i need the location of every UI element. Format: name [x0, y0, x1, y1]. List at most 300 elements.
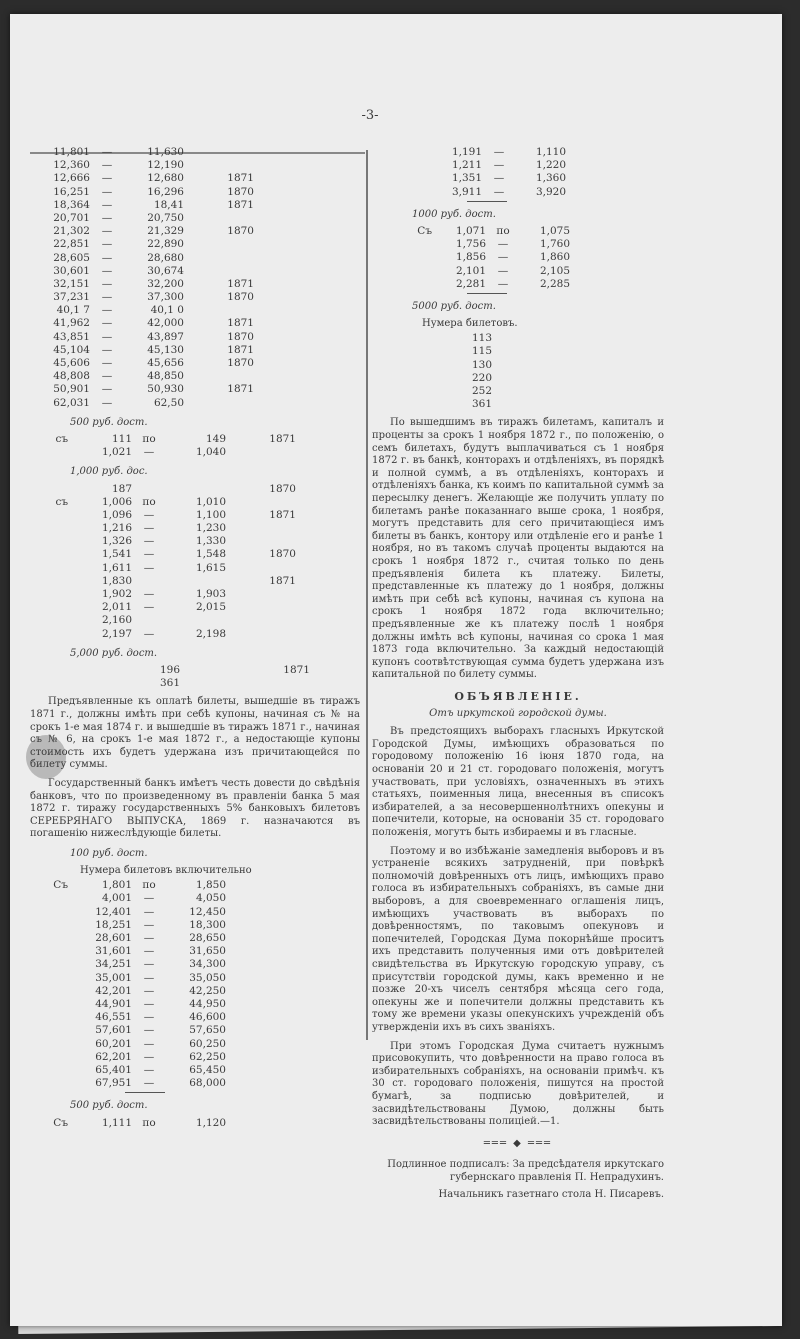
- cell-sep: —: [143, 892, 155, 905]
- column-divider: [366, 150, 368, 1040]
- cell-b: [166, 483, 226, 496]
- announcement-subtitle: Отъ иркутской городской думы.: [429, 708, 607, 720]
- signature-line-2: Начальникъ газетнаго стола Н. Писаревъ.: [438, 1189, 664, 1201]
- cell-a: 21,302: [53, 225, 90, 238]
- cell-sep: —: [101, 304, 113, 317]
- cell-yr: [184, 252, 254, 265]
- cell-sep: [132, 614, 166, 627]
- cell-sep: —: [101, 146, 113, 158]
- cell-sep: —: [143, 561, 155, 574]
- cell-sep: —: [101, 383, 113, 396]
- cell-b: 68,000: [189, 1077, 226, 1090]
- cell-a: 1,006: [101, 495, 132, 508]
- signature-line-1: Подлинное подписалъ: За предсѣдателя иркутскаго губернскаго правленія П. Непрадухинъ.: [387, 1158, 664, 1184]
- cell-pre: [30, 1011, 72, 1024]
- cell-sep: —: [143, 958, 155, 971]
- cell-b: 46,600: [189, 1011, 226, 1024]
- cell-a: 1,856: [455, 251, 486, 264]
- number-range-row: [30, 548, 360, 561]
- cell-a: 2,011: [101, 601, 132, 614]
- cell-pre: Съ: [417, 224, 432, 237]
- cell-a: 1,326: [101, 535, 132, 548]
- number-range-row: [30, 562, 360, 575]
- cell-sep: —: [143, 1050, 155, 1063]
- cell-a: 361: [159, 677, 180, 690]
- cell-b: 149: [205, 432, 226, 445]
- cell-a: 361: [471, 398, 492, 411]
- cell-yr: [226, 522, 296, 535]
- cell-sep: —: [143, 446, 155, 459]
- number-range-row: [30, 535, 360, 548]
- left-number-list-1: [30, 146, 360, 410]
- right-number-list-1: [372, 146, 664, 199]
- cell-yr: 1871: [269, 432, 296, 445]
- cell-sep: —: [101, 251, 113, 264]
- cell-sep: —: [143, 945, 155, 958]
- cell-a: 11,801: [53, 146, 90, 158]
- cell-b: [166, 614, 226, 627]
- number-range-row: [30, 1011, 360, 1024]
- number-range-row: [30, 291, 360, 304]
- cell-b: 12,450: [189, 905, 226, 918]
- cell-sep: по: [142, 1116, 156, 1129]
- number-range-row: [30, 446, 360, 459]
- number-range-row: [372, 186, 664, 199]
- cell-pre: Съ: [53, 1116, 68, 1129]
- cell-pre: [30, 535, 72, 548]
- number-range-row: [372, 225, 664, 238]
- cell-yr: [184, 212, 254, 225]
- cell-pre: [30, 958, 72, 971]
- cell-b: 35,050: [189, 971, 226, 984]
- cell-pre: [30, 1038, 72, 1051]
- number-row: [372, 359, 664, 372]
- cell-sep: —: [143, 601, 155, 614]
- page-number: -3-: [361, 108, 379, 123]
- cell-pre: [30, 932, 72, 945]
- cell-b: 40,1 0: [150, 304, 184, 317]
- cell-b: 1,010: [195, 495, 226, 508]
- cell-a: 45,606: [53, 357, 90, 369]
- cell-pre: [30, 601, 72, 614]
- number-range-row: [372, 265, 664, 278]
- cell-yr: [226, 614, 296, 627]
- cell-a: 48,808: [53, 370, 90, 383]
- cell-b: 44,950: [189, 997, 226, 1010]
- cell-a: 16,251: [53, 185, 90, 198]
- number-range-row: [30, 397, 360, 410]
- cell-a: 40,1 7: [56, 304, 90, 317]
- number-range-row: [30, 588, 360, 601]
- number-range-row: [30, 972, 360, 985]
- number-row: [372, 332, 664, 345]
- cell-b: 2,285: [539, 277, 570, 290]
- cell-a: 22,851: [53, 238, 90, 251]
- cell-yr: [226, 588, 296, 601]
- cell-a: 43,851: [53, 330, 90, 343]
- cell-b: 1,860: [539, 251, 570, 264]
- number-range-row: [30, 575, 360, 588]
- cell-pre: [30, 1024, 72, 1037]
- number-row: [372, 398, 664, 411]
- cell-sep: —: [143, 971, 155, 984]
- cell-b: 50,930: [147, 383, 184, 396]
- cell-a: 31,601: [95, 945, 132, 958]
- cell-b: 57,650: [189, 1024, 226, 1037]
- cell-yr: 1870: [227, 185, 254, 198]
- cell-pre: [372, 251, 436, 264]
- cell-sep: —: [101, 277, 113, 290]
- cell-b: [166, 575, 226, 588]
- cell-b: 1,110: [535, 146, 566, 158]
- cell-pre: [30, 1077, 72, 1090]
- cell-a: 65,401: [95, 1063, 132, 1076]
- cell-a: 1,902: [101, 588, 132, 601]
- cell-yr: 1870: [227, 225, 254, 238]
- cell-sep: —: [101, 264, 113, 277]
- cell-a: 1,216: [101, 522, 132, 535]
- right-paragraph-3: Поэтому и во избѣжаніе замедленія выборовъ и въ устраненіе всякихъ затрудненій, при повѣркѣ полномочій довѣренныхъ отъ лицъ, имѣющихъ право голоса въ избирательныхъ собраніяхъ, въ самые дни выборовъ, а для своевременнаго оглашенія лицъ, имѣющихъ участвовать въ выборахъ по довѣренностямъ, по таковымъ опекуновъ и попечителей, Городская Дума покорнѣйше проситъ ихъ представить полученныя ими отъ довѣрителей свидѣтельства въ Иркутскую городскую управу, съ присутствіи городской думы, какъ временно и не позже 20-хъ чиселъ сентября мѣсяца сего года, опекуны же и попечители должны представить къ тому же времени указы опекунскихъ учрежденій объ утвержденіи ихъ въ сихъ званіяхъ.: [372, 845, 664, 1033]
- cell-sep: —: [143, 1063, 155, 1076]
- cell-a: 1,801: [101, 879, 132, 892]
- cell-sep: —: [101, 185, 113, 198]
- cell-pre: [372, 265, 436, 278]
- cell-a: 1,611: [101, 561, 132, 574]
- cell-b: 37,300: [147, 291, 184, 304]
- number-range-row: [30, 496, 360, 509]
- cell-a: 42,201: [95, 984, 132, 997]
- cell-yr: [184, 370, 254, 383]
- number-range-row: [30, 985, 360, 998]
- cell-b: 1,760: [539, 238, 570, 251]
- number-row: [30, 677, 360, 690]
- ornament-divider: ═══ ◆ ═══: [483, 1137, 553, 1149]
- right-dash-1: [467, 201, 507, 202]
- cell-b: 62,250: [189, 1050, 226, 1063]
- cell-b: 1,040: [195, 446, 226, 459]
- cell-yr: 1871: [227, 343, 254, 356]
- cell-b: 65,450: [189, 1063, 226, 1076]
- cell-sep: —: [101, 396, 113, 409]
- cell-sep: —: [101, 211, 113, 224]
- cell-a: 45,104: [53, 343, 90, 356]
- cell-pre: [30, 588, 72, 601]
- cell-b: 34,300: [189, 958, 226, 971]
- cell-sep: —: [497, 238, 509, 251]
- cell-a: 1,756: [455, 238, 486, 251]
- cell-yr: [226, 446, 296, 459]
- cell-a: 2,101: [455, 264, 486, 277]
- cell-a: 57,601: [95, 1024, 132, 1037]
- number-range-row: [30, 945, 360, 958]
- cell-a: 30,601: [53, 264, 90, 277]
- cell-a: 2,160: [101, 614, 132, 627]
- cell-pre: [30, 998, 72, 1011]
- number-range-row: [30, 146, 360, 159]
- cell-b: 42,000: [147, 317, 184, 330]
- cell-sep: —: [143, 508, 155, 521]
- left-column: [30, 146, 360, 1130]
- cell-yr: [184, 304, 254, 317]
- number-range-row: [30, 199, 360, 212]
- cell-pre: [30, 548, 72, 561]
- cell-b: 28,680: [147, 251, 184, 264]
- left-number-list-6: [30, 1117, 360, 1130]
- cell-a: 115: [471, 345, 492, 358]
- left-header-5000: 5,000 руб. дост.: [70, 647, 158, 659]
- cell-sep: по: [142, 879, 156, 892]
- number-row: [372, 345, 664, 358]
- cell-sep: —: [143, 997, 155, 1010]
- right-header-5000: 5000 руб. дост.: [412, 300, 496, 312]
- cell-pre: [30, 945, 72, 958]
- cell-a: 2,281: [455, 277, 486, 290]
- cell-a: 28,605: [53, 251, 90, 264]
- number-range-row: [30, 601, 360, 614]
- cell-b: 18,41: [153, 198, 184, 211]
- right-paragraph-2: Въ предстоящихъ выборахъ гласныхъ Иркутской Городской Думы, имѣющихъ образоваться по городовому положенію 16 іюня 1870 года, на основаніи 20 и 21 ст. городоваго положенія, могутъ участвовать, при условіяхъ, означенныхъ въ этихъ статьяхъ, поименныя лица, внесенныя въ списокъ избирателей, а за несовершеннолѣтнихъ опекуны и попечители, которые, на основаніи 35 ст. городоваго положенія, могутъ быть избираемы и въ гласные.: [372, 726, 664, 839]
- cell-b: 30,674: [147, 264, 184, 277]
- announcement-title: ОБЪЯВЛЕНІЕ.: [454, 689, 582, 703]
- cell-b: 1,220: [535, 159, 566, 172]
- right-dash-2: [467, 293, 507, 294]
- cell-b: 48,850: [147, 370, 184, 383]
- cell-pre: [372, 278, 436, 291]
- cell-a: 196: [159, 663, 180, 676]
- cell-yr: 1871: [227, 317, 254, 330]
- cell-a: 41,962: [53, 317, 90, 330]
- cell-pre: [372, 238, 436, 251]
- number-range-row: [30, 278, 360, 291]
- number-range-row: [30, 906, 360, 919]
- cell-sep: —: [101, 225, 113, 238]
- cell-sep: —: [497, 277, 509, 290]
- number-range-row: [372, 278, 664, 291]
- number-range-row: [30, 238, 360, 251]
- number-range-row: [30, 1024, 360, 1037]
- cell-pre: съ: [55, 495, 68, 508]
- cell-sep: —: [101, 159, 113, 172]
- cell-a: 1,191: [451, 146, 482, 158]
- cell-sep: —: [101, 343, 113, 356]
- number-range-row: [30, 344, 360, 357]
- cell-pre: [30, 575, 72, 588]
- cell-yr: [184, 238, 254, 251]
- cell-a: 130: [471, 358, 492, 371]
- cell-a: 37,231: [53, 291, 90, 304]
- cell-sep: —: [143, 932, 155, 945]
- number-range-row: [372, 172, 664, 185]
- cell-a: 1,071: [455, 224, 486, 237]
- cell-b: 1,903: [195, 588, 226, 601]
- number-range-row: [30, 383, 360, 396]
- cell-pre: [30, 562, 72, 575]
- right-numbers-heading: Нумера билетовъ.: [422, 318, 518, 330]
- cell-a: 44,901: [95, 997, 132, 1010]
- right-column: [372, 146, 664, 1206]
- cell-yr: [226, 562, 296, 575]
- number-range-row: [30, 433, 360, 446]
- left-header-500: 500 руб. дост.: [70, 416, 148, 428]
- cell-a: 1,111: [101, 1116, 132, 1129]
- left-paragraph-1: Предъявленные къ оплатѣ билеты, вышедшіе въ тиражъ 1871 г., должны имѣть при себѣ купоны, начиная съ № на срокъ 1-е мая 1874 г. и вышедшіе въ тиражъ 1871 г., начиная съ № 6, на срокъ 1-е мая 1872 г., а недостающіе купоны стоимость ихъ будетъ удержана изъ причитающейся по билету суммы.: [30, 696, 360, 771]
- left-number-list-3: [30, 483, 360, 641]
- cell-a: 252: [471, 385, 492, 398]
- cell-a: 46,551: [95, 1011, 132, 1024]
- cell-a: 62,031: [53, 396, 90, 409]
- cell-a: 12,360: [53, 159, 90, 172]
- cell-b: 1,120: [195, 1116, 226, 1129]
- cell-yr: [184, 397, 254, 410]
- cell-a: 35,001: [95, 971, 132, 984]
- cell-b: 43,897: [147, 330, 184, 343]
- cell-a: 20,701: [53, 211, 90, 224]
- cell-pre: [30, 919, 72, 932]
- left-dash: [125, 1092, 165, 1093]
- cell-b: 1,615: [195, 561, 226, 574]
- number-range-row: [30, 331, 360, 344]
- number-range-row: [372, 251, 664, 264]
- number-range-row: [30, 614, 360, 627]
- cell-yr: 1870: [227, 291, 254, 304]
- cell-b: 1,230: [195, 522, 226, 535]
- right-paragraph-4: При этомъ Городская Дума считаетъ нужнымъ присовокупить, что довѣренности на право голоса въ избирательныхъ собраніяхъ, на основаніи примѣч. къ 30 ст. городоваго положенія, пишутся на простой бумагѣ, за подписью довѣрителей, и засвидѣтельствованы Думою, должны быть засвидѣтельствованы полиціей.—1.: [372, 1040, 664, 1128]
- cell-b: 12,680: [147, 172, 184, 185]
- cell-a: 60,201: [95, 1037, 132, 1050]
- cell-sep: —: [101, 330, 113, 343]
- cell-b: 28,650: [189, 932, 226, 945]
- number-range-row: [30, 265, 360, 278]
- cell-b: 4,050: [195, 892, 226, 905]
- cell-a: 62,201: [95, 1050, 132, 1063]
- cell-b: 31,650: [189, 945, 226, 958]
- cell-sep: —: [101, 238, 113, 251]
- cell-a: 1,830: [101, 574, 132, 587]
- cell-yr: 1870: [227, 357, 254, 369]
- cell-b: 2,105: [539, 264, 570, 277]
- cell-a: 18,364: [53, 198, 90, 211]
- cell-sep: —: [493, 172, 505, 185]
- cell-sep: —: [493, 146, 505, 158]
- cell-pre: [30, 972, 72, 985]
- cell-a: 67,951: [95, 1077, 132, 1090]
- number-range-row: [30, 172, 360, 185]
- cell-sep: —: [143, 918, 155, 931]
- cell-b: 42,250: [189, 984, 226, 997]
- number-range-row: [30, 186, 360, 199]
- cell-b: 2,198: [195, 627, 226, 640]
- cell-yr: 1871: [227, 172, 254, 185]
- cell-a: 34,251: [95, 958, 132, 971]
- number-row: [372, 385, 664, 398]
- cell-yr: [184, 146, 254, 159]
- cell-sep: —: [143, 535, 155, 548]
- cell-yr: 1870: [227, 330, 254, 343]
- left-number-list-4: [30, 664, 360, 690]
- cell-b: 2,015: [195, 601, 226, 614]
- cell-a: 3,911: [451, 185, 482, 198]
- number-range-row: [30, 1038, 360, 1051]
- cell-yr: [226, 496, 296, 509]
- cell-a: 28,601: [95, 932, 132, 945]
- cell-pre: [30, 892, 72, 905]
- cell-sep: —: [143, 548, 155, 561]
- number-range-row: [30, 879, 360, 892]
- number-range-row: [30, 1064, 360, 1077]
- cell-yr: 1871: [269, 574, 296, 587]
- cell-b: 1,850: [195, 879, 226, 892]
- number-range-row: [30, 1077, 360, 1090]
- cell-a: 2,197: [101, 627, 132, 640]
- cell-sep: —: [493, 185, 505, 198]
- cell-yr: [226, 535, 296, 548]
- cell-sep: —: [101, 370, 113, 383]
- cell-yr: 1870: [269, 548, 296, 561]
- cell-sep: —: [143, 1037, 155, 1050]
- cell-a: 50,901: [53, 383, 90, 396]
- cell-sep: по: [142, 495, 156, 508]
- cell-a: 113: [471, 332, 492, 345]
- cell-a: 18,251: [95, 918, 132, 931]
- left-numbers-heading: Нумера билетовъ включительно: [80, 865, 252, 877]
- cell-b: 3,920: [535, 185, 566, 198]
- cell-yr: [184, 159, 254, 172]
- number-range-row: [30, 509, 360, 522]
- left-paragraph-2: Государственный банкъ имѣетъ честь довести до свѣдѣнія банковъ, что по произведенному въ правленіи банка 5 мая 1872 г. тиражу государственныхъ 5% банковыхъ билетовъ СЕРЕБРЯНАГО ВЫПУСКА, 1869 г. назначаются въ погашенію нижеслѣдующіе билеты.: [30, 777, 360, 840]
- cell-yr: [226, 601, 296, 614]
- cell-pre: [30, 614, 72, 627]
- number-range-row: [30, 304, 360, 317]
- cell-a: 32,151: [53, 277, 90, 290]
- right-number-list-2: [372, 225, 664, 291]
- cell-a: 1,021: [101, 446, 132, 459]
- number-range-row: [30, 628, 360, 641]
- cell-b: 1,075: [539, 224, 570, 237]
- number-range-row: [30, 225, 360, 238]
- cell-yr: 1871: [227, 383, 254, 396]
- number-range-row: [30, 357, 360, 370]
- cell-pre: Съ: [53, 879, 68, 892]
- cell-b: 12,190: [147, 159, 184, 172]
- cell-sep: —: [101, 357, 113, 369]
- number-row: [30, 664, 360, 677]
- cell-yr: [184, 265, 254, 278]
- cell-pre: съ: [55, 432, 68, 445]
- cell-a: 187: [111, 482, 132, 495]
- number-range-row: [30, 1051, 360, 1064]
- cell-b: 18,300: [189, 918, 226, 931]
- cell-b: 45,130: [147, 343, 184, 356]
- cell-b: 11,630: [147, 146, 184, 158]
- cell-a: 12,401: [95, 905, 132, 918]
- cell-sep: —: [101, 291, 113, 304]
- cell-b: 22,890: [147, 238, 184, 251]
- right-number-list-3: [372, 332, 664, 411]
- number-range-row: [372, 159, 664, 172]
- cell-b: 1,330: [195, 535, 226, 548]
- cell-yr: [180, 677, 310, 690]
- cell-sep: —: [493, 159, 505, 172]
- number-range-row: [30, 892, 360, 905]
- cell-pre: [30, 906, 72, 919]
- cell-sep: —: [143, 588, 155, 601]
- cell-yr: 1871: [227, 198, 254, 211]
- number-range-row: [30, 212, 360, 225]
- number-row: [372, 372, 664, 385]
- cell-sep: —: [143, 1024, 155, 1037]
- number-range-row: [30, 370, 360, 383]
- number-range-row: [30, 252, 360, 265]
